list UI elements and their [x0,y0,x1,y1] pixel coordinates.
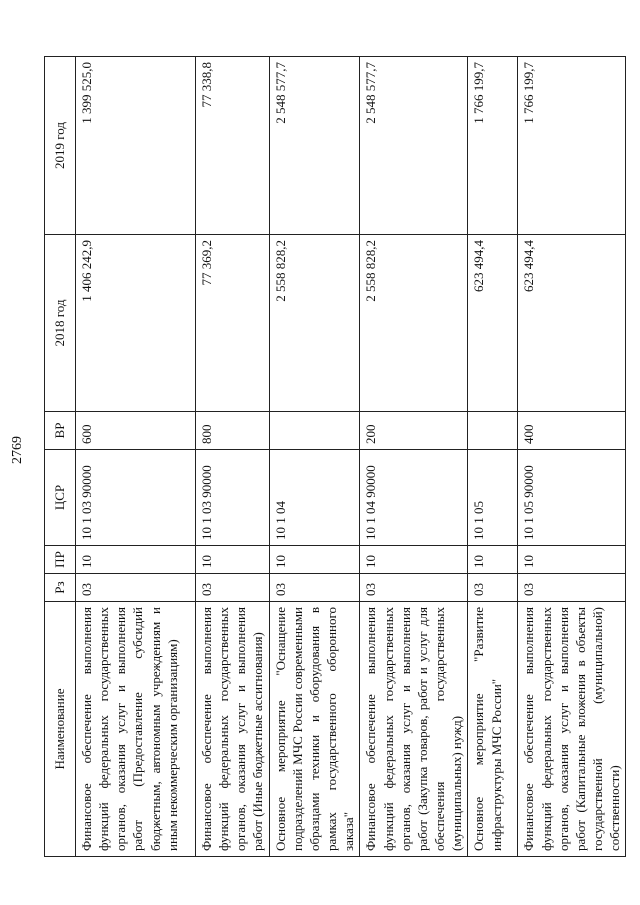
table-row [76,57,196,857]
table-header-row [45,57,76,857]
row-rz: 03 [360,574,468,602]
row-vr [468,412,518,450]
row-rz: 03 [76,574,196,602]
row-pr: 10 [360,546,468,574]
row-2019: 77 338,8 [196,57,270,235]
row-vr: 800 [196,412,270,450]
row-name: Финансовое обеспечение выполнения функций федеральных государственных органов, оказания услуг и выполнения работ (Предоставление субсидий бюджетным, автономным учреждениям и иным некоммерческим организациям) [76,602,196,857]
row-2019: 1 766 199,7 [518,57,626,235]
row-name: Финансовое обеспечение выполнения функций федеральных государственных органов, оказания услуг и выполнения работ (Иные бюджетные ассигнования) [196,602,270,857]
row-pr: 10 [196,546,270,574]
table-row [468,57,518,857]
header-2019: 2019 год [45,57,76,235]
row-2018: 623 494,4 [468,235,518,412]
row-pr: 10 [468,546,518,574]
row-vr: 600 [76,412,196,450]
row-csr: 10 1 03 90000 [196,450,270,546]
row-name: Основное мероприятие "Оснащение подразделений МЧС России современными образцами техники и оборудования в рамках государственного оборонного заказа" [269,602,360,857]
row-rz: 03 [269,574,360,602]
row-csr: 10 1 03 90000 [76,450,196,546]
header-rz: Рз [45,574,76,602]
table-row [196,57,270,857]
row-vr: 400 [518,412,626,450]
header-csr: ЦСР [45,450,76,546]
table-row [269,57,360,857]
row-2019: 2 548 577,7 [269,57,360,235]
budget-table-container [44,57,623,857]
row-pr: 10 [76,546,196,574]
row-2019: 1 766 199,7 [468,57,518,235]
header-pr: ПР [45,546,76,574]
row-rz: 03 [468,574,518,602]
row-csr: 10 1 05 90000 [518,450,626,546]
row-csr: 10 1 04 [269,450,360,546]
row-name: Основное мероприятие "Развитие инфраструктуры МЧС России" [468,602,518,857]
row-vr: 200 [360,412,468,450]
budget-table [44,56,626,857]
row-name: Финансовое обеспечение выполнения функций федеральных государственных органов, оказания услуг и выполнения работ (Капитальные вложения в объекты государственной (муниципальной) собственности) [518,602,626,857]
row-2018: 623 494,4 [518,235,626,412]
page-number-text: 2769 [10,436,25,464]
row-csr: 10 1 05 [468,450,518,546]
row-vr [269,412,360,450]
page-number [8,430,28,470]
table-row [518,57,626,857]
row-2018: 77 369,2 [196,235,270,412]
row-2018: 1 406 242,9 [76,235,196,412]
row-csr: 10 1 04 90000 [360,450,468,546]
row-pr: 10 [518,546,626,574]
row-name: Финансовое обеспечение выполнения функций федеральных государственных органов, оказания услуг и выполнения работ (Закупка товаров, работ и услуг для обеспечения государственных (муниципальных) нужд) [360,602,468,857]
row-2018: 2 558 828,2 [269,235,360,412]
row-2019: 1 399 525,0 [76,57,196,235]
row-pr: 10 [269,546,360,574]
header-2018: 2018 год [45,235,76,412]
table-row [360,57,468,857]
row-2019: 2 548 577,7 [360,57,468,235]
row-2018: 2 558 828,2 [360,235,468,412]
header-vr: ВР [45,412,76,450]
header-name: Наименование [45,602,76,857]
row-rz: 03 [518,574,626,602]
row-rz: 03 [196,574,270,602]
